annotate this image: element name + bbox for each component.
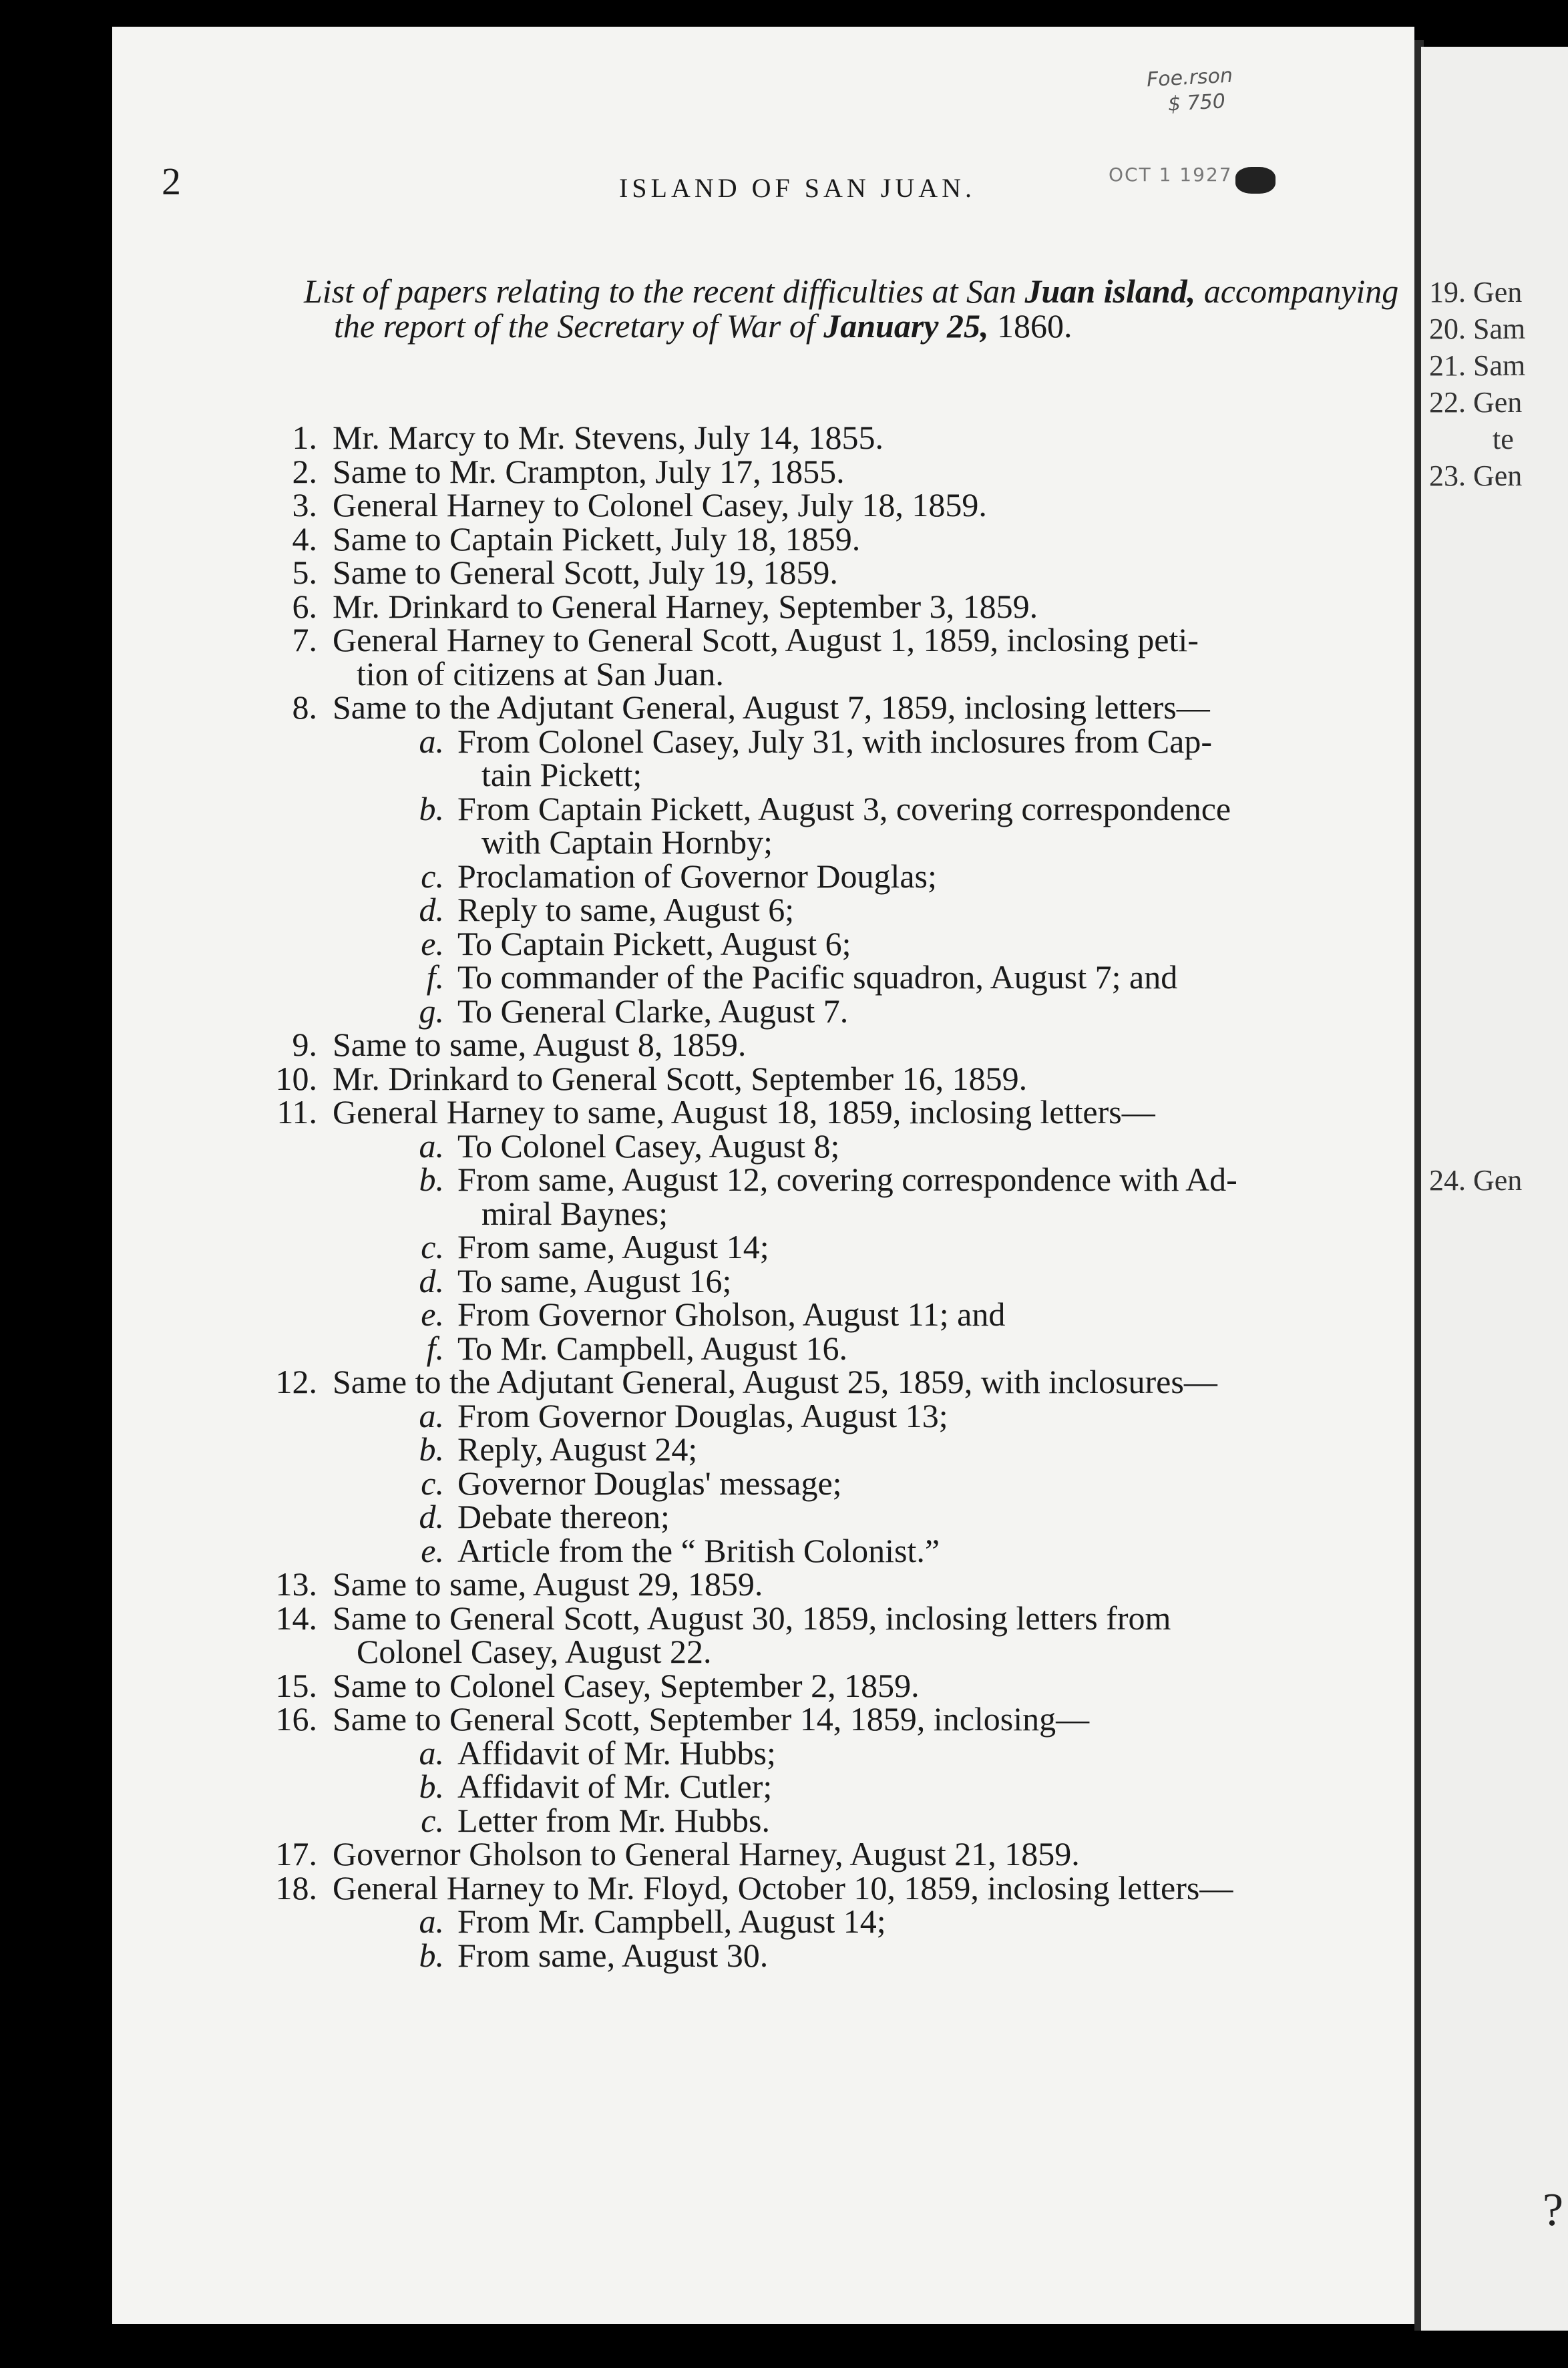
list-item [254, 522, 1389, 556]
sub-item-text: From Captain Pickett, August 3, covering correspondence [457, 789, 1231, 827]
sub-item-text: miral Baynes; [481, 1194, 668, 1232]
item-number: 10. [275, 1059, 317, 1097]
item-text: Same to the Adjutant General, August 25, 1859, with inclosures— [333, 1363, 1217, 1400]
sub-item [254, 1801, 1389, 1839]
list-item [254, 1666, 1389, 1704]
item-text: Same to General Scott, August 30, 1859, inclosing letters from [333, 1599, 1171, 1637]
item-number: 6. [292, 587, 317, 625]
sub-item-text: Governor Douglas' message; [457, 1464, 842, 1502]
sub-item [254, 1500, 1389, 1534]
sub-item-text: To Mr. Campbell, August 16. [457, 1329, 848, 1367]
item-text: Same to Captain Pickett, July 18, 1859. [333, 520, 861, 558]
sub-item-letter: c. [421, 1801, 444, 1839]
item-text: Same to Colonel Casey, September 2, 1859. [333, 1666, 920, 1704]
list-item [254, 452, 1389, 490]
item-text: Mr. Drinkard to General Scott, September 16, 1859. [333, 1059, 1028, 1097]
page-number: 2 [162, 160, 181, 203]
list-caption [304, 274, 1416, 343]
sub-item [254, 1736, 1389, 1770]
sub-item-letter: a. [419, 1734, 444, 1772]
item-text: Same to the Adjutant General, August 7, 1859, inclosing letters— [333, 688, 1210, 726]
item-number: 18. [275, 1868, 317, 1907]
list-item [254, 1601, 1389, 1669]
item-number: 14. [275, 1599, 317, 1637]
sub-item [254, 1129, 1389, 1163]
sub-item-letter: b. [419, 789, 444, 827]
sub-item-letter: d. [419, 1261, 444, 1300]
sub-item [254, 1396, 1389, 1434]
list-item [254, 556, 1389, 590]
corner-mark: ? [1543, 2184, 1564, 2236]
sub-item [254, 1936, 1389, 1974]
item-text: Colonel Casey, August 22. [357, 1633, 712, 1670]
sub-item-text: To Colonel Casey, August 8; [457, 1127, 840, 1165]
item-text: General Harney to Mr. Floyd, October 10, 1859, inclosing letters— [333, 1868, 1233, 1907]
caption-italic: List of papers relating to the recent difficulties at San [304, 272, 1017, 310]
item-number: 3. [292, 486, 317, 524]
pencil-annotation-line: $ 750 [1167, 89, 1226, 116]
item-number: 13. [275, 1565, 317, 1603]
pencil-annotation [1146, 63, 1235, 119]
sub-item-letter: e. [421, 1531, 444, 1569]
fragment-line: 20. Sam [1429, 313, 1526, 345]
papers-list [254, 421, 1389, 1972]
ink-blot [1235, 167, 1276, 194]
item-number: 5. [292, 554, 317, 591]
sub-item-letter: d. [419, 891, 444, 928]
item-number: 7. [292, 621, 317, 658]
sub-item [254, 1329, 1389, 1367]
sub-item-letter: f. [426, 1329, 444, 1367]
sub-item-letter: a. [419, 722, 444, 760]
item-number: 12. [275, 1363, 317, 1400]
item-text: Same to General Scott, September 14, 1859, inclosing— [333, 1700, 1090, 1738]
list-item [254, 587, 1389, 625]
sub-item-text: To same, August 16; [457, 1261, 732, 1300]
sub-item-text: To commander of the Pacific squadron, August 7; and [457, 958, 1178, 996]
item-text: General Harney to same, August 18, 1859, inclosing letters— [333, 1093, 1155, 1131]
caption-year: 1860. [997, 307, 1072, 345]
sub-item-letter: c. [421, 857, 444, 895]
item-text: General Harney to General Scott, August 1, 1859, inclosing peti- [333, 621, 1199, 658]
item-text: General Harney to Colonel Casey, July 18, 1859. [333, 486, 987, 524]
item-text: tion of citizens at San Juan. [357, 654, 724, 693]
sub-item [254, 1261, 1389, 1300]
sub-item-text: Reply, August 24; [457, 1430, 698, 1468]
item-number: 17. [275, 1835, 317, 1872]
sub-item-text: From Governor Douglas, August 13; [457, 1396, 948, 1434]
caption-italic: accompanying the report of the Secretary of War of [334, 272, 1399, 345]
list-item [254, 1868, 1389, 1907]
sub-item-text: From Governor Gholson, August 11; and [457, 1296, 1006, 1333]
sub-item-letter: a. [419, 1903, 444, 1940]
fragment-line: 19. Gen [1429, 276, 1523, 309]
sub-item [254, 1298, 1389, 1332]
fragment-line: 21. Sam [1429, 349, 1526, 382]
sub-item [254, 1432, 1389, 1466]
sub-item [254, 1466, 1389, 1501]
running-head: ISLAND OF SAN JUAN. [618, 173, 976, 203]
sub-item-letter: g. [419, 992, 444, 1030]
sub-item-text: Article from the “ British Colonist.” [457, 1531, 940, 1569]
sub-item [254, 789, 1389, 861]
sub-item-letter: a. [419, 1127, 444, 1165]
sub-item [254, 722, 1389, 793]
sub-item-text: Proclamation of Governor Douglas; [457, 857, 937, 895]
list-item [254, 690, 1389, 725]
list-item [254, 488, 1389, 522]
pencil-annotation-line: Foe.rson [1146, 63, 1233, 92]
item-text: Mr. Marcy to Mr. Stevens, July 14, 1855. [333, 419, 884, 456]
sub-item-text: Letter from Mr. Hubbs. [457, 1801, 770, 1839]
sub-item-letter: f. [426, 958, 444, 996]
fragment-line: 23. Gen [1429, 459, 1523, 492]
sub-item [254, 1770, 1389, 1804]
list-item [254, 1028, 1389, 1062]
sub-item-letter: c. [421, 1464, 444, 1502]
item-number: 2. [292, 452, 317, 490]
sub-item-text: tain Pickett; [481, 756, 642, 793]
sub-item [254, 1230, 1389, 1264]
sub-item-text: From same, August 14; [457, 1228, 769, 1265]
item-text: Same to General Scott, July 19, 1859. [333, 554, 838, 591]
sub-item-letter: b. [419, 1768, 444, 1805]
sub-item-text: Affidavit of Mr. Hubbs; [457, 1734, 776, 1772]
list-item [254, 1059, 1389, 1097]
sub-item [254, 1163, 1389, 1230]
item-text: Governor Gholson to General Harney, August 21, 1859. [333, 1835, 1080, 1872]
list-item [254, 1365, 1389, 1399]
sub-item-letter: d. [419, 1498, 444, 1535]
list-item [254, 1837, 1389, 1871]
sub-item-text: From Mr. Campbell, August 14; [457, 1903, 886, 1940]
sub-item-text: From same, August 12, covering correspondence with Ad- [457, 1161, 1237, 1198]
item-number: 16. [275, 1700, 317, 1738]
list-item [254, 421, 1389, 455]
list-item [254, 621, 1389, 693]
sub-item-text: To Captain Pickett, August 6; [457, 924, 851, 962]
item-text: Mr. Drinkard to General Harney, September 3, 1859. [333, 587, 1038, 625]
item-text: Same to same, August 8, 1859. [333, 1026, 747, 1063]
sub-item-text: Affidavit of Mr. Cutler; [457, 1768, 773, 1805]
item-number: 11. [276, 1093, 317, 1131]
sub-item [254, 994, 1389, 1028]
sub-item-text: Debate thereon; [457, 1498, 670, 1535]
caption-bold: January 25, [823, 307, 989, 345]
sub-item-text: Reply to same, August 6; [457, 891, 795, 928]
item-number: 9. [292, 1026, 317, 1063]
sub-item [254, 960, 1389, 994]
sub-item [254, 1531, 1389, 1569]
sub-item-text: From same, August 30. [457, 1936, 769, 1974]
fragment-line: 24. Gen [1429, 1164, 1523, 1197]
date-stamp: OCT 1 1927 [1109, 164, 1233, 186]
item-number: 1. [292, 419, 317, 456]
sub-item [254, 859, 1389, 894]
sub-item-letter: c. [421, 1228, 444, 1265]
sub-item-text: From Colonel Casey, July 31, with inclosures from Cap- [457, 722, 1212, 760]
sub-item-letter: a. [419, 1396, 444, 1434]
sub-item-text: To General Clarke, August 7. [457, 992, 849, 1030]
item-number: 8. [292, 688, 317, 726]
item-number: 4. [292, 520, 317, 558]
sub-item [254, 924, 1389, 962]
sub-item-letter: e. [421, 1296, 444, 1333]
fragment-line: 22. Gen [1429, 386, 1523, 419]
sub-item-text: with Captain Hornby; [481, 823, 773, 861]
list-item [254, 1095, 1389, 1129]
sub-item [254, 893, 1389, 927]
sub-item [254, 1905, 1389, 1939]
item-number: 15. [275, 1666, 317, 1704]
caption-bold: Juan island, [1024, 272, 1196, 310]
list-item [254, 1702, 1389, 1736]
sub-item-letter: b. [419, 1430, 444, 1468]
sub-item-letter: b. [419, 1161, 444, 1198]
item-text: Same to same, August 29, 1859. [333, 1565, 763, 1603]
fragment-gap [1429, 494, 1525, 1162]
item-text: Same to Mr. Crampton, July 17, 1855. [333, 452, 845, 490]
fragment-line: te [1493, 423, 1514, 455]
right-page-fragments [1429, 274, 1525, 1199]
list-item [254, 1567, 1389, 1601]
sub-item-letter: b. [419, 1936, 444, 1974]
sub-item-letter: e. [421, 924, 444, 962]
